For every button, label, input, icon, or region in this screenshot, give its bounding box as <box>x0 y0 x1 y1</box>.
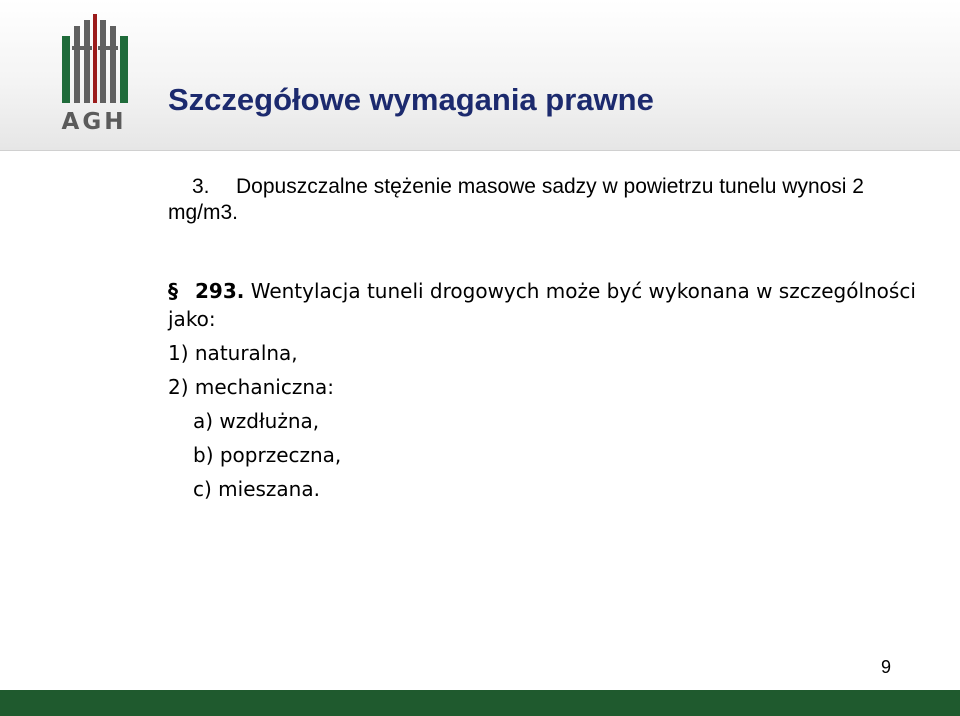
agh-logo <box>58 12 130 140</box>
list-item: a) wzdłużna, <box>193 409 320 433</box>
list-item: c) mieszana. <box>193 477 320 501</box>
paragraph-3-number: 3. <box>192 175 210 198</box>
slide-header <box>0 0 960 150</box>
paragraph-293-text: Wentylacja tuneli drogowych może być wykonana w szczególności jako: <box>168 279 916 331</box>
list-item: 1) naturalna, <box>168 341 298 365</box>
paragraph-3-text: Dopuszczalne stężenie masowe sadzy w powietrzu tunelu wynosi 2 mg/m3. <box>168 175 864 224</box>
footer-bar <box>0 690 960 716</box>
paragraph-3 <box>168 174 908 226</box>
ventilation-type-list <box>168 337 341 507</box>
agh-emblem-icon <box>58 12 130 107</box>
paragraph-293 <box>168 277 928 333</box>
page-number: 9 <box>880 657 891 677</box>
list-item: b) poprzeczna, <box>193 443 342 467</box>
paragraph-293-number: 293. <box>195 279 245 303</box>
section-sign-icon: § <box>168 279 178 303</box>
slide-title: Szczegółowe wymagania prawne <box>168 82 654 117</box>
logo-text: AGH <box>61 109 127 135</box>
header-divider <box>0 150 960 151</box>
list-item: 2) mechaniczna: <box>168 375 334 399</box>
